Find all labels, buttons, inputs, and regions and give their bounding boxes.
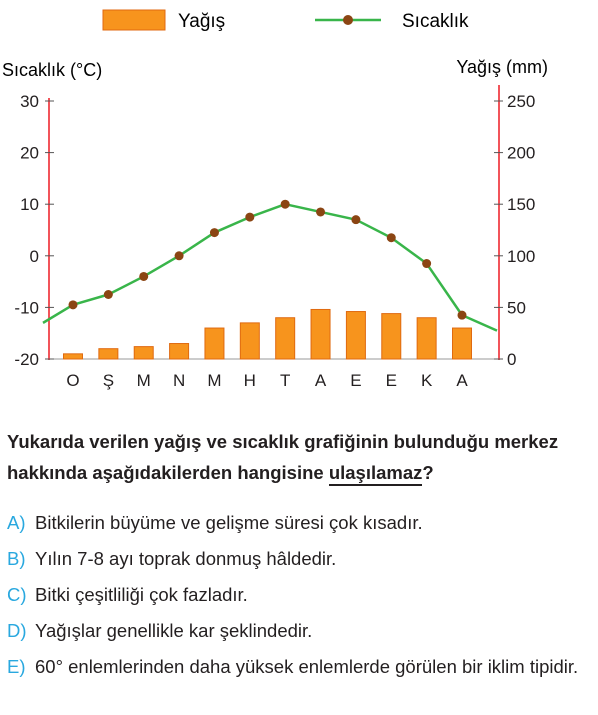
left-tick-label: 20 — [20, 143, 39, 163]
right-axis-ticks — [494, 92, 535, 369]
option-letter: E) — [7, 656, 26, 677]
option-letter: C) — [7, 584, 27, 605]
legend-label-temperature: Sıcaklık — [402, 11, 469, 32]
option-c[interactable] — [7, 580, 595, 610]
right-tick-label: 0 — [507, 350, 517, 369]
temperature-point — [175, 251, 184, 260]
option-letter: A) — [7, 512, 26, 533]
option-letter: D) — [7, 620, 27, 641]
legend-label-precipitation: Yağış — [178, 11, 226, 32]
answer-options — [7, 508, 595, 688]
precipitation-bar — [99, 349, 118, 359]
temperature-point — [316, 207, 325, 216]
temperature-point — [387, 233, 396, 242]
right-tick-label: 150 — [507, 195, 536, 215]
legend — [103, 10, 469, 32]
month-label: T — [279, 371, 291, 390]
right-tick-label: 100 — [507, 246, 536, 266]
option-b[interactable] — [7, 544, 595, 574]
precipitation-bar — [64, 354, 83, 359]
option-e[interactable] — [7, 652, 595, 682]
left-tick-label: -20 — [14, 350, 39, 369]
temperature-point — [210, 228, 219, 237]
legend-swatch-precipitation — [103, 10, 165, 30]
month-label: A — [314, 371, 327, 390]
temperature-point — [351, 215, 360, 224]
month-label: E — [350, 371, 362, 390]
month-label: M — [136, 371, 151, 390]
month-label: Ş — [102, 371, 115, 390]
temperature-point — [139, 272, 148, 281]
right-tick-label: 50 — [507, 298, 526, 318]
left-axis-label: Sıcaklık (°C) — [2, 60, 103, 80]
temperature-point — [281, 200, 290, 209]
legend-marker-temperature — [343, 15, 353, 25]
option-text: 60° enlemlerinden daha yüksek enlemlerde görülen bir iklim tipidir. — [35, 656, 579, 677]
option-d[interactable] — [7, 616, 595, 646]
month-label: N — [172, 371, 186, 390]
precipitation-bar — [346, 312, 365, 359]
precipitation-bar — [205, 328, 224, 359]
temperature-series — [43, 200, 497, 331]
left-tick-label: 0 — [29, 246, 39, 266]
precipitation-bar — [240, 323, 259, 359]
temperature-point — [69, 300, 78, 309]
left-tick-label: -10 — [14, 298, 39, 318]
precipitation-bar — [382, 314, 401, 359]
option-text: Bitki çeşitliliği çok fazladır. — [35, 584, 248, 605]
precipitation-bar — [453, 328, 472, 359]
question-emphasis: ulaşılamaz — [329, 462, 423, 486]
temperature-point — [422, 259, 431, 268]
right-tick-label: 250 — [507, 92, 536, 111]
month-label: O — [66, 371, 80, 390]
question-text: Yukarıda verilen yağış ve sıcaklık grafiğinin bulunduğu merkez hakkında aşağıdakilerden hangisine ulaşılamaz? — [7, 426, 595, 488]
precipitation-bar — [311, 309, 330, 359]
temperature-point — [458, 311, 467, 320]
option-a[interactable] — [7, 508, 595, 538]
month-label: A — [456, 371, 468, 390]
precipitation-bar — [417, 318, 436, 359]
left-axis-ticks — [14, 92, 54, 369]
month-label: E — [385, 371, 397, 390]
right-tick-label: 200 — [507, 143, 536, 163]
month-label: K — [420, 371, 433, 390]
temperature-point — [245, 213, 254, 222]
option-letter: B) — [7, 548, 26, 569]
left-tick-label: 10 — [20, 195, 39, 215]
month-label: H — [243, 371, 256, 390]
option-text: Yılın 7-8 ayı toprak donmuş hâldedir. — [35, 548, 337, 569]
month-labels — [66, 371, 468, 390]
month-label: M — [207, 371, 222, 390]
option-text: Bitkilerin büyüme ve gelişme süresi çok kısadır. — [35, 512, 423, 533]
right-axis-label: Yağış (mm) — [456, 57, 548, 77]
precipitation-bars — [64, 309, 472, 359]
option-text: Yağışlar genellikle kar şeklindedir. — [35, 620, 313, 641]
temperature-point — [104, 290, 113, 299]
precipitation-bar — [134, 347, 153, 359]
left-tick-label: 30 — [20, 92, 39, 111]
precipitation-bar — [170, 344, 189, 359]
precipitation-bar — [276, 318, 295, 359]
